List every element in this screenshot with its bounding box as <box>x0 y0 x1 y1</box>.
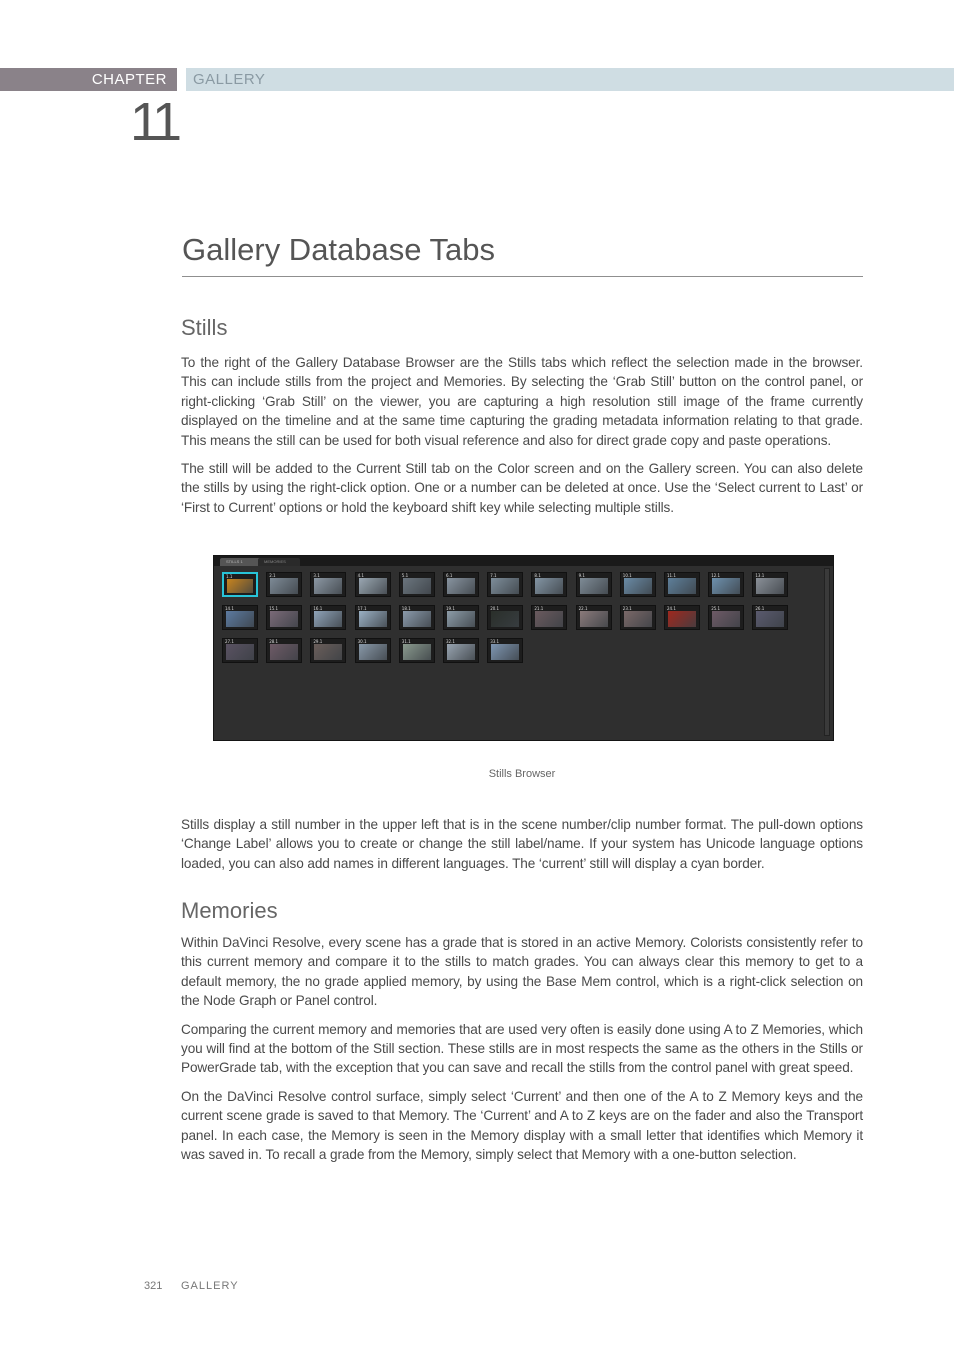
still-image <box>226 611 254 627</box>
stills-paragraph-2: The still will be added to the Current Still tab on the Color screen and on the Gallery screen. You can also delete the stills by using the right-click option. One or a number can be deleted at once. Use the ‘Select current to Last’ or ‘First to Current’ options or hold the keyboard shift key while selecting multiple stills. <box>181 461 863 515</box>
still-image <box>227 579 253 593</box>
still-number-label: 25.1 <box>711 606 721 611</box>
still-number-label: 6.1 <box>446 573 453 578</box>
still-thumbnail[interactable] <box>531 605 567 630</box>
still-thumbnail[interactable] <box>664 605 700 630</box>
still-thumbnail[interactable] <box>355 605 391 630</box>
still-thumbnail[interactable] <box>752 605 788 630</box>
still-image <box>624 578 652 594</box>
still-number-label: 30.1 <box>357 639 367 644</box>
stills-section <box>181 315 863 517</box>
still-image <box>756 611 784 627</box>
still-number-label: 24.1 <box>667 606 676 611</box>
still-thumbnail[interactable] <box>266 572 302 597</box>
still-image <box>447 611 475 627</box>
still-number-label: 29.1 <box>313 639 323 644</box>
still-image <box>624 611 652 627</box>
still-thumbnail[interactable] <box>576 572 612 597</box>
still-image <box>491 644 519 660</box>
still-image <box>403 578 431 594</box>
still-number-label: 3.1 <box>313 573 320 578</box>
stills-scrollbar[interactable] <box>824 568 830 736</box>
still-image <box>580 578 608 594</box>
still-number-label: 21.1 <box>534 606 544 611</box>
still-image <box>314 611 342 627</box>
still-thumbnail[interactable] <box>310 605 346 630</box>
still-thumbnail[interactable] <box>355 572 391 597</box>
still-thumbnail[interactable] <box>399 572 435 597</box>
still-image <box>580 611 608 627</box>
stills-paragraph-1: To the right of the Gallery Database Browser are the Stills tabs which reflect the selection made in the browser. This can include stills from the project and Memories. By selecting the ‘Grab Still’ button on the control panel, or right-clicking ‘Grab Still’ on the viewer, you are capturing a high resolution still image of the frame currently displayed on the timeline and at the same time capturing the grading metadata information relating to that grade. This means the still can be used for both visual reference and also for direct grade copy and paste operations. <box>181 355 863 448</box>
still-number-label: 20.1 <box>490 606 500 611</box>
memories-section <box>181 898 863 1164</box>
still-thumbnail[interactable] <box>310 572 346 597</box>
still-number-label: 12.1 <box>711 573 721 578</box>
still-number-label: 4.1 <box>357 573 364 578</box>
still-image <box>712 578 740 594</box>
still-image <box>668 578 696 594</box>
still-image <box>270 611 298 627</box>
stills-tab-bar <box>214 556 833 566</box>
still-number-label: 27.1 <box>225 639 234 644</box>
still-image <box>359 611 387 627</box>
page-footer <box>144 1280 239 1292</box>
still-image <box>314 644 342 660</box>
still-image <box>491 611 519 627</box>
figure-caption: Stills Browser <box>488 768 556 780</box>
chapter-header <box>0 68 954 91</box>
still-image <box>447 644 475 660</box>
still-thumbnail[interactable] <box>222 605 258 630</box>
still-number-label: 11.1 <box>667 573 676 578</box>
stills-paragraph-3: Stills display a still number in the upper left that is in the scene number/clip number format. The pull-down options ‘Change Label’ allows you to create or change the still label/name. If your system has Unicode language options loaded, you can also add names in different languages. The ‘current’ still will display a cyan border. <box>181 817 863 871</box>
still-thumbnail[interactable] <box>443 572 479 597</box>
still-thumbnail[interactable] <box>399 605 435 630</box>
still-image <box>270 644 298 660</box>
still-thumbnail[interactable] <box>620 605 656 630</box>
still-thumbnail[interactable] <box>531 572 567 597</box>
still-image <box>447 578 475 594</box>
still-number-label: 7.1 <box>490 573 497 578</box>
still-image <box>668 611 696 627</box>
still-image <box>359 644 387 660</box>
still-number-label: 28.1 <box>269 639 279 644</box>
still-thumbnail[interactable] <box>752 572 788 597</box>
still-number-label: 17.1 <box>357 606 367 611</box>
still-thumbnail[interactable] <box>708 572 744 597</box>
still-thumbnail[interactable] <box>222 638 258 663</box>
still-number-label: 16.1 <box>313 606 323 611</box>
still-thumbnail[interactable] <box>620 572 656 597</box>
still-image <box>403 611 431 627</box>
still-number-label: 14.1 <box>225 606 234 611</box>
still-number-label: 19.1 <box>446 606 455 611</box>
stills-description <box>181 815 863 873</box>
still-image <box>712 611 740 627</box>
still-thumbnail[interactable] <box>487 572 523 597</box>
still-thumbnail[interactable] <box>355 638 391 663</box>
still-number-label: 1.1 <box>226 574 233 579</box>
still-number-label: 32.1 <box>446 639 455 644</box>
still-image <box>270 578 298 594</box>
memories-paragraph-3: On the DaVinci Resolve control surface, simply select ‘Current’ and then one of the A to Z Memory keys and the current scene grade is saved to that Memory. The ‘Current’ and A to Z keys are on the fader and also the Transport panel. In each case, the Memory is seen in the Memory display with a small letter that identifies which Memory it was saved in. To recall a grade from the Memory, simply select that Memory with a one-button selection. <box>181 1088 863 1163</box>
still-thumbnail[interactable] <box>399 638 435 663</box>
still-thumbnail[interactable] <box>266 605 302 630</box>
still-thumbnail[interactable] <box>310 638 346 663</box>
still-number-label: 22.1 <box>578 606 588 611</box>
still-thumbnail[interactable] <box>576 605 612 630</box>
page-number: 321 <box>144 1280 163 1292</box>
still-image <box>226 644 254 660</box>
still-image <box>403 644 431 660</box>
still-number-label: 15.1 <box>269 606 279 611</box>
still-thumbnail[interactable] <box>266 638 302 663</box>
still-number-label: 5.1 <box>401 573 409 578</box>
page-title: Gallery Database Tabs <box>182 232 863 277</box>
chapter-label: CHAPTER <box>0 68 177 91</box>
tab-memories[interactable]: MEMORIES <box>258 558 300 566</box>
still-number-label: 33.1 <box>490 639 500 644</box>
still-thumbnail[interactable] <box>222 572 258 597</box>
still-thumbnail[interactable] <box>443 638 479 663</box>
still-image <box>491 578 519 594</box>
still-number-label: 31.1 <box>401 639 411 644</box>
memories-paragraph-2: Comparing the current memory and memories that are used very often is easily done using A to Z Memories, which you will find at the bottom of the Still section. These stills are in most respects the same as the others in the Stills or PowerGrade tab, with the exception that you can save and recall the stills from the control panel with great speed. <box>181 1021 863 1076</box>
still-number-label: 8.1 <box>534 573 541 578</box>
still-number-label: 18.1 <box>401 606 411 611</box>
memories-paragraph-1: Within DaVinci Resolve, every scene has a grade that is stored in an active Memory. Colorists consistently refer to this current memory and compare it to the stills to match grades. You can always clear this memory to get to a default memory, the no grade applied memory, by using the Base Mem control, which is a right-click selection on the Node Graph or Panel control. <box>181 935 863 1009</box>
still-image <box>535 578 563 594</box>
still-image <box>314 578 342 594</box>
still-thumbnail[interactable] <box>487 638 523 663</box>
still-number-label: 9.1 <box>578 573 585 578</box>
section-label: GALLERY <box>186 68 954 91</box>
still-image <box>756 578 784 594</box>
still-image <box>359 578 387 594</box>
chapter-number: 11 <box>130 92 179 152</box>
still-number-label: 10.1 <box>622 573 632 578</box>
still-number-label: 26.1 <box>755 606 765 611</box>
still-thumbnail[interactable] <box>664 572 700 597</box>
still-image <box>535 611 563 627</box>
still-number-label: 13.1 <box>755 573 765 578</box>
stills-browser-figure <box>213 555 834 741</box>
still-thumbnail[interactable] <box>443 605 479 630</box>
still-number-label: 2.1 <box>269 573 276 578</box>
still-thumbnail[interactable] <box>708 605 744 630</box>
stills-heading: Stills <box>181 315 228 340</box>
still-number-label: 23.1 <box>622 606 632 611</box>
footer-section: GALLERY <box>181 1280 239 1292</box>
tab-stills[interactable]: STILLS 1 <box>220 558 262 566</box>
still-thumbnail[interactable] <box>487 605 523 630</box>
memories-heading: Memories <box>181 898 278 923</box>
